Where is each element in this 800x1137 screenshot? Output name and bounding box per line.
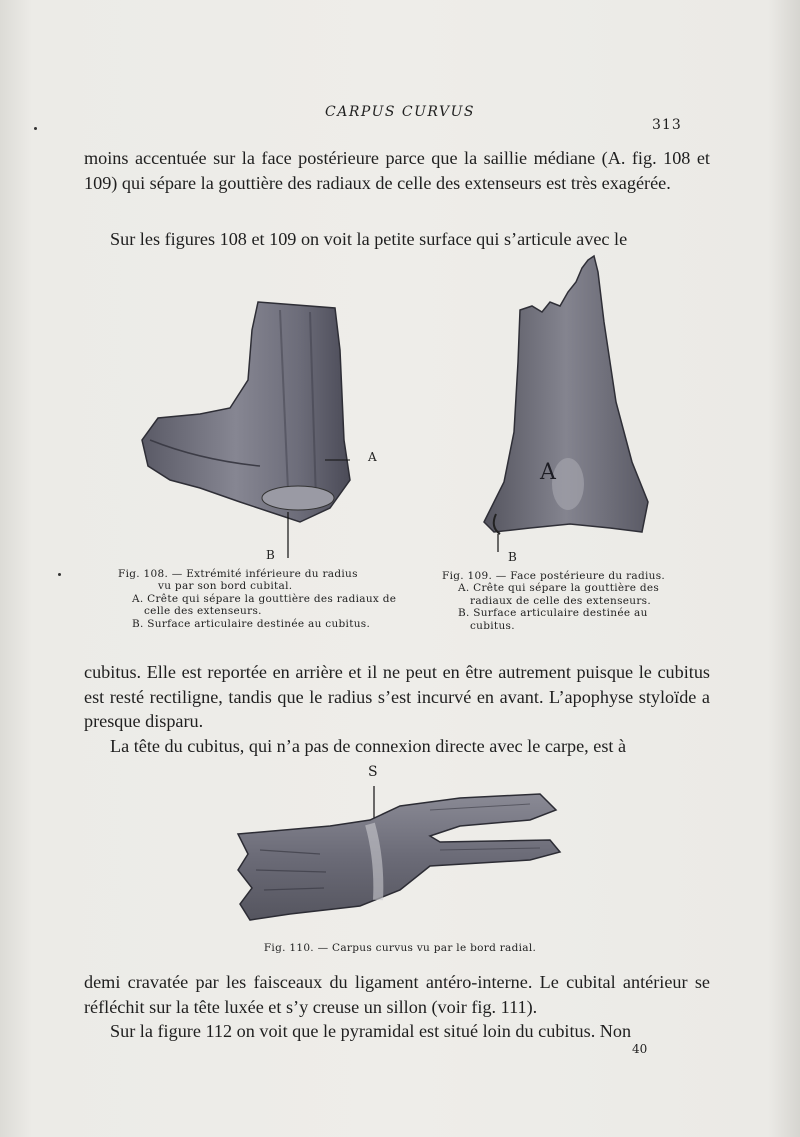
fig108-caption-title-cont: vu par son bord cubital. xyxy=(158,580,293,593)
signature-mark: 40 xyxy=(632,1042,648,1056)
paragraph-4: La tête du cubitus, qui n’a pas de connexion directe avec le carpe, est à xyxy=(110,736,627,756)
fig110-label-s: S xyxy=(368,764,378,780)
paragraph-2: Sur les figures 108 et 109 on voit la petite surface qui s’articule avec le xyxy=(110,229,628,249)
running-title: CARPUS CURVUS xyxy=(325,104,475,120)
margin-mark xyxy=(34,127,37,130)
svg-text:A: A xyxy=(540,460,556,485)
fig108-label-b: B xyxy=(266,548,275,562)
fig109-illustration xyxy=(470,252,660,552)
margin-mark xyxy=(58,573,61,576)
fig108-caption-a: A. Crête qui sépare la gouttière des radiaux de celle des extenseurs. xyxy=(132,592,397,618)
paragraph-1: moins accentuée sur la face postérieure parce que la saillie médiane (A. fig. 108 et 109) qui sépare la gouttière des radiaux de celle des extenseurs est très exagérée. xyxy=(84,148,710,193)
fig108-label-a: A xyxy=(368,450,377,464)
paragraph-3: cubitus. Elle est reportée en arrière et il ne peut en être autrement puisque le cubitus est resté rectiligne, tandis que le radius s’est incurvé en avant. L’apophyse styloïde a presque disparu. xyxy=(84,662,710,731)
fig109-label-b: B xyxy=(508,550,517,564)
fig108-caption-b: B. Surface articulaire destinée au cubitus. xyxy=(132,617,371,630)
fig109-caption xyxy=(442,570,692,632)
fig109-caption-b: B. Surface articulaire destinée au cubitus. xyxy=(458,607,648,632)
fig110-caption: Fig. 110. — Carpus curvus vu par le bord radial. xyxy=(263,942,537,954)
paragraph-6: Sur la figure 112 on voit que le pyramidal est situé loin du cubitus. Non xyxy=(110,1021,632,1041)
fig108-caption xyxy=(118,568,408,630)
page-number: 313 xyxy=(652,117,682,133)
fig109-caption-a: A. Crête qui sépare la gouttière des radiaux de celle des extenseurs. xyxy=(458,582,660,607)
fig108-caption-title: Fig. 108. — Extrémité inférieure du radius xyxy=(118,568,358,580)
fig108-illustration xyxy=(130,290,370,570)
fig110-illustration xyxy=(230,780,570,930)
paragraph-5: demi cravatée par les faisceaux du ligament antéro-interne. Le cubital antérieur se réfléchit sur la tête luxée et s’y creuse un sillon (voir fig. 111). xyxy=(84,972,710,1017)
fig109-caption-title: Fig. 109. — Face postérieure du radius. xyxy=(442,570,666,582)
